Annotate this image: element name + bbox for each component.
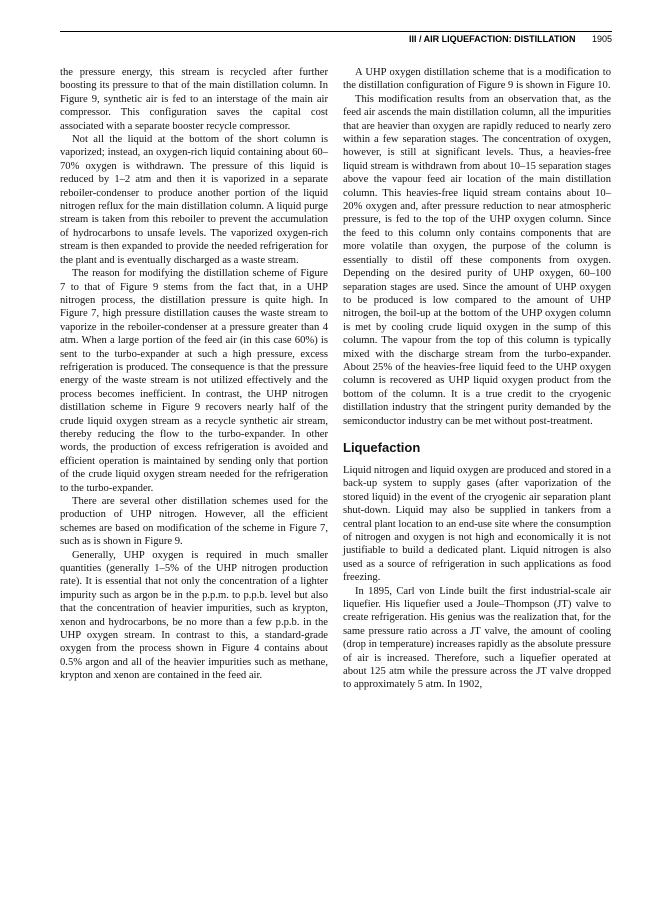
paragraph: The reason for modifying the distillation scheme of Figure 7 to that of Figure 9 stems from the fact that, in a UHP nitrogen process, the distillation pressure is quite high. In Figure 7, high pressure distillation causes the waste stream to vaporize in the reboiler-condenser at a pressure greater than 4 atm. When a large portion of the feed air (in this case 60%) is sent to the turbo-expander at such a high pressure, excess refrigeration is produced. The consequence is that the pressure energy of the waste stream is not utilized effectively and the process becomes inefficient. In contrast, the UHP nitrogen distillation scheme in Figure 9 recovers nearly half of the crude liquid oxygen stream as a recycle synthetic air stream, thereby reducing the flow to the turbo-expander. In other words, the production of excess refrigeration is avoided and efficient operation is maintained by sending only that portion of the crude liquid oxygen stream needed for the refrigeration to the turbo-expander. (60, 268, 328, 494)
paragraph: Liquid nitrogen and liquid oxygen are produced and stored in a back-up system to supply gases (after vaporization of the stored liquid) in the event of the cryogenic air separation plant shut-down. Liquid may also be supplied in tankers from a central plant location to an end-use site where the consumption of nitrogen and oxygen is not high and economically it is not justifiable to build a dedicated plant. Liquid nitrogen is also used as a source of refrigeration in such applications as food freezing. (343, 464, 611, 584)
paragraph: A UHP oxygen distillation scheme that is a modification to the distillation configuration of Figure 9 is shown in Figure 10. (343, 67, 611, 92)
right-column (343, 66, 611, 692)
paragraph: There are several other distillation schemes used for the production of UHP nitrogen. However, all the efficient schemes are based on modification of the scheme in Figure 7, such as is shown in Figure 9. (60, 496, 328, 548)
running-title: III / AIR LIQUEFACTION: DISTILLATION (408, 34, 576, 44)
paragraph: In 1895, Carl von Linde built the first industrial-scale air liquefier. His liquefier used a Joule–Thompson (JT) valve to create refrigeration. His genius was the realization that, for the same pressure ratio across a JT valve, the amount of cooling (drop in temperature) increases rapidly as the absolute pressure of air is increased. Therefore, such a liquefier operated at about 125 atm while the pressure across the JT valve dropped to approximately 5 atm. In 1902, (343, 585, 611, 691)
paragraph: Not all the liquid at the bottom of the short column is vaporized; instead, an oxygen-rich liquid containing about 60–70% oxygen is withdrawn. The pressure of this liquid is reduced by 1–2 atm and then it is vaporized in a separate reboiler-condenser to produce another portion of the liquid nitrogen reflux for the main distillation column. A liquid purge stream is taken from this reboiler to prevent the accumulation of hydrocarbons to unsafe levels. The vaporized oxygen-rich stream is then expanded to provide the needed refrigeration for the plant and is eventually discharged as a waste stream. (60, 134, 328, 266)
paragraph: This modification results from an observation that, as the feed air ascends the main distillation column, all the impurities that are heavier than oxygen are rapidly reduced to nearly zero within a few separation stages. The concentration of oxygen, however, is still at significant levels. Thus, a heavies-free liquid stream is withdrawn from about 10–15 separation stages above the vapour feed air location of the main distillation column. This heavies-free liquid stream contains about 10–20% oxygen and, after pressure reduction to near atmospheric pressure, is fed to the top of the UHP oxygen column. Since the feed to this column only contains components that are more volatile than oxygen, the purpose of the column is essentially to distil off these components from oxygen. Depending on the desired purity of UHP oxygen, 60–100 separation stages are used. Since the amount of UHP oxygen to be produced is low compared to the amount of UHP nitrogen, the boil-up at the bottom of the UHP oxygen column is met by cooling crude liquid oxygen in the sump of this column. The vapour from the top of this column is typically mixed with the discharge stream from the turbo-expander. About 25% of the heavies-free liquid feed to the UHP oxygen column is recovered as UHP liquid oxygen product from the bottom of the column. It is a true credit to the cryogenic distillation industry that the stringent purity demanded by the semiconductor industry can be met without post-treatment. (343, 93, 611, 427)
paragraph: Generally, UHP oxygen is required in much smaller quantities (generally 1–5% of the UHP nitrogen production rate). It is essential that not only the concentration of a lighter impurity such as argon be in the p.p.m. to p.p.b. level but also that the concentration of heavier impurities, such as krypton, xenon and hydrocarbons, be no more than a few p.p.b. in the UHP oxygen stream. In contrast to this, a standard-grade oxygen from the process shown in Figure 4 contains about 0.5% argon and all of the heavier impurities such as methane, krypton and xenon are contained in the feed air. (60, 549, 328, 682)
running-header (60, 31, 612, 48)
section-heading: Liquefaction (343, 439, 421, 455)
left-column (60, 66, 328, 683)
page-number: 1905 (591, 34, 612, 44)
paragraph: the pressure energy, this stream is recycled after further boosting its pressure to that of the main distillation column. In Figure 9, synthetic air is fed to an interstage of the main air compressor. This configuration saves the capital cost associated with a separate booster recycle compressor. (60, 67, 328, 132)
